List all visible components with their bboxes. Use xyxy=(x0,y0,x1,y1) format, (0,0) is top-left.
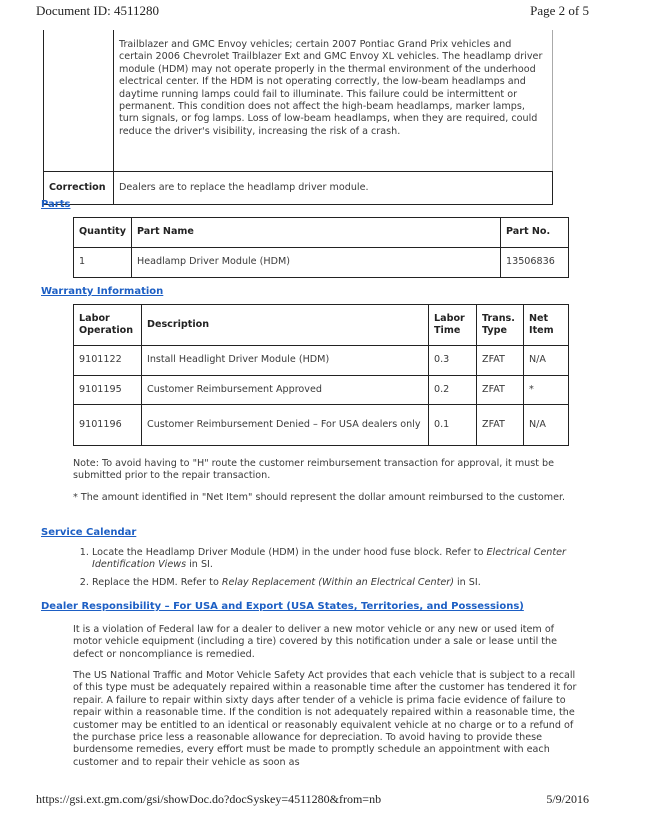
recall-description-box xyxy=(43,30,553,205)
step-reference: Relay Replacement (Within an Electrical Center) xyxy=(221,576,454,588)
labor-time-cell: 0.2 xyxy=(429,376,477,405)
col-trans-type: Trans. Type xyxy=(477,305,524,346)
step-text: Replace the HDM. Refer to xyxy=(92,576,222,588)
correction-label: Correction xyxy=(44,172,114,205)
quantity-cell: 1 xyxy=(74,248,132,278)
step-text: in SI. xyxy=(453,576,481,588)
labor-time-cell: 0.1 xyxy=(429,405,477,446)
col-quantity: Quantity xyxy=(74,218,132,248)
correction-text: Dealers are to replace the headlamp driver module. xyxy=(114,172,553,205)
net-item-footnote: * The amount identified in "Net Item" should represent the dollar amount reimbursed to the customer. xyxy=(73,492,566,503)
labor-op-cell: 9101122 xyxy=(74,346,142,376)
step-text: Locate the Headlamp Driver Module (HDM) in the under hood fuse block. Refer to xyxy=(92,547,487,558)
warranty-table xyxy=(73,304,569,446)
labor-op-cell: 9101196 xyxy=(74,405,142,446)
parts-table xyxy=(73,217,569,278)
trans-type-cell: ZFAT xyxy=(477,346,524,376)
recall-description: Trailblazer and GMC Envoy vehicles; certain 2007 Pontiac Grand Prix vehicles and certain 2006 Chevrolet Trailblazer Ext and GMC Envoy XL vehicles. The headlamp driver module (HDM) may not operate properly in the thermal environment of the underhood electrical center. If the HDM is not operating correctly, the low-beam headlamps and daytime running lamps could fail to illuminate. This failure could be intermittent or permanent. This condition does not affect the high-beam headlamps, marker lamps, turn signals, or fog lamps. Loss of low-beam headlamps, when they are required, could reduce the driver's visibility, increasing the risk of a crash. xyxy=(114,30,553,172)
net-item-cell: N/A xyxy=(524,405,569,446)
col-net-item: Net Item xyxy=(524,305,569,346)
table-row xyxy=(74,248,569,278)
service-calendar-link[interactable]: Service Calendar xyxy=(41,527,137,538)
part-name-cell: Headlamp Driver Module (HDM) xyxy=(132,248,501,278)
step-reference: Electrical Center Identification Views xyxy=(92,547,566,571)
step-text: in SI. xyxy=(186,559,213,571)
labor-op-cell: 9101195 xyxy=(74,376,142,405)
table-row xyxy=(74,376,569,405)
warranty-information-link[interactable]: Warranty Information xyxy=(41,286,164,297)
table-row xyxy=(74,405,569,446)
dealer-responsibility-link[interactable]: Dealer Responsibility – For USA and Export (USA States, Territories, and Possessions) xyxy=(41,601,524,612)
step-1 xyxy=(92,547,580,572)
table-header-row xyxy=(74,218,569,248)
net-item-cell: * xyxy=(524,376,569,405)
footer-url: https://gsi.ext.gm.com/gsi/showDoc.do?docSyskey=4511280&from=nb xyxy=(36,792,382,806)
col-labor-time: Labor Time xyxy=(429,305,477,346)
description-cell: Install Headlight Driver Module (HDM) xyxy=(142,346,429,376)
warranty-note: Note: To avoid having to "H" route the customer reimbursement transaction for approval, it must be submitted prior to the repair transaction. xyxy=(73,458,555,482)
parts-link[interactable]: Parts xyxy=(41,199,71,210)
dealer-paragraph-2: The US National Traffic and Motor Vehicle Safety Act provides that each vehicle that is subject to a recall of this type must be adequately repaired within a reasonable time after the customer has tendered it for repair. A failure to repair within sixty days after tender of a vehicle is prima facie evidence of failure to repair within a reasonable time. If the condition is not adequately repaired within a reasonable time, the customer may be entitled to an identical or reasonably equivalent vehicle at no charge or to a refund of the purchase price less a reasonable allowance for depreciation. To avoid having to provide these burdensome remedies, every effort must be made to promptly schedule an appointment with each customer and to repair their vehicle as soon as xyxy=(73,670,577,768)
trans-type-cell: ZFAT xyxy=(477,405,524,446)
labor-time-cell: 0.3 xyxy=(429,346,477,376)
page-number: Page 2 of 5 xyxy=(530,3,589,18)
table-row xyxy=(74,346,569,376)
part-no-cell: 13506836 xyxy=(501,248,569,278)
trans-type-cell: ZFAT xyxy=(477,376,524,405)
net-item-cell: N/A xyxy=(524,346,569,376)
service-steps xyxy=(70,547,580,594)
footer-date: 5/9/2016 xyxy=(546,792,589,806)
table-header-row xyxy=(74,305,569,346)
col-part-name: Part Name xyxy=(132,218,501,248)
description-cell: Customer Reimbursement Denied – For USA dealers only xyxy=(142,405,429,446)
recall-label-cell xyxy=(44,30,114,172)
description-cell: Customer Reimbursement Approved xyxy=(142,376,429,405)
col-description: Description xyxy=(142,305,429,346)
document-id: Document ID: 4511280 xyxy=(36,3,159,18)
col-part-no: Part No. xyxy=(501,218,569,248)
col-labor-operation: Labor Operation xyxy=(74,305,142,346)
step-2 xyxy=(92,577,580,589)
dealer-paragraph-1: It is a violation of Federal law for a dealer to deliver a new motor vehicle or any new or used item of motor vehicle equipment (including a tire) covered by this notification under a sale or lease until the defect or noncompliance is remedied. xyxy=(73,624,558,660)
